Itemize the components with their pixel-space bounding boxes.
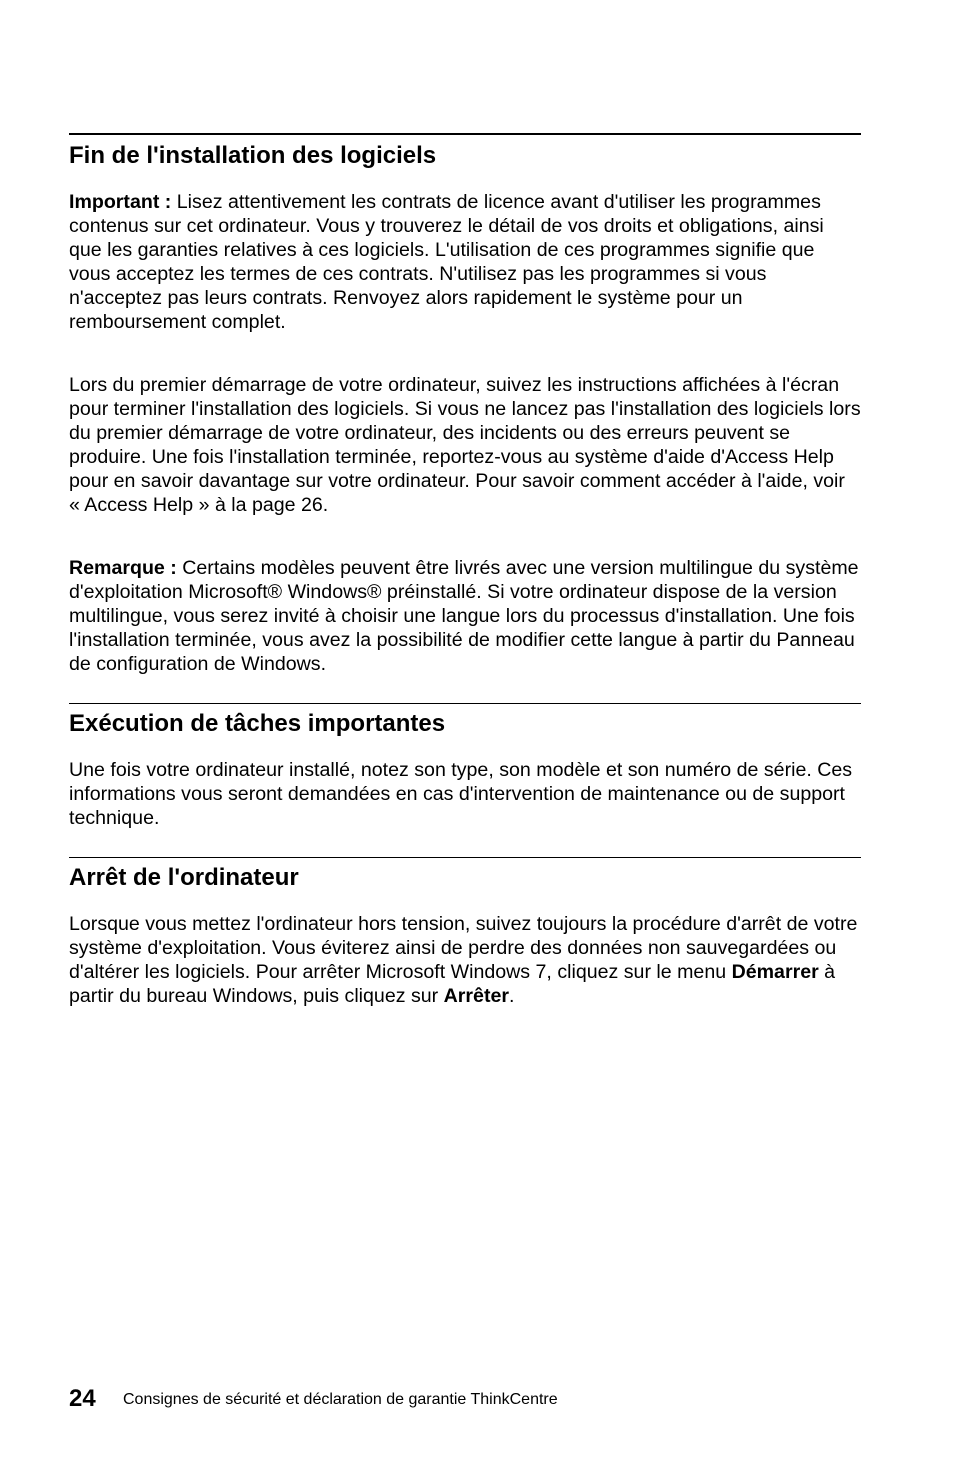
important-text: Lisez attentivement les contrats de licence avant d'utiliser les programmes contenus sur cet ordinateur. Vous y trouverez le détail de vos droits et obligations, ainsi que les garanties relatives à ces logiciels. L'utilisation de ces programmes signifie que vous acceptez les termes de ces contrats. N'utilisez pas les programmes si vous n'acceptez pas leurs contrats. Renvoyez alors rapidement le système pour un remboursement complet.	[69, 191, 824, 333]
shutdown-text-2: à partir du bureau Windows, puis cliquez sur	[69, 961, 836, 1007]
footer-title: Consignes de sécurité et déclaration de garantie ThinkCentre	[123, 1391, 558, 1408]
start-menu-term: Démarrer	[731, 961, 819, 983]
page-footer	[69, 1384, 861, 1416]
remarque-text: Certains modèles peuvent être livrés avec une version multilingue du système d'exploitation Microsoft® Windows® préinstallé. Si votre ordinateur dispose de la version multilingue, vous serez invité à choisir une langue lors du processus d'installation. Une fois l'installation terminée, vous avez la possibilité de modifier cette langue à partir du Panneau de configuration de Windows.	[69, 557, 859, 675]
section-shutdown	[69, 857, 861, 1008]
section-heading: Fin de l'installation des logiciels	[69, 142, 437, 169]
section-important-tasks	[69, 703, 861, 830]
shutdown-term: Arrêter	[443, 985, 510, 1007]
install-paragraph: Lors du premier démarrage de votre ordinateur, suivez les instructions affichées à l'écran pour terminer l'installation des logiciels. Si vous ne lancez pas l'installation des logiciels lors du premier démarrage de votre ordinateur, des incidents ou des erreurs peuvent se produire. Une fois l'installation terminée, reportez-vous au système d'aide d'Access Help pour en savoir davantage sur votre ordinateur. Pour savoir comment accéder à l'aide, voir « Access Help » à la page 26.	[69, 374, 861, 516]
section-divider	[69, 857, 861, 858]
section-divider	[69, 703, 861, 704]
section-heading: Arrêt de l'ordinateur	[69, 864, 299, 891]
remarque-label: Remarque :	[69, 557, 177, 579]
shutdown-paragraph	[69, 912, 861, 1008]
section-divider	[69, 133, 861, 135]
important-label: Important :	[69, 191, 172, 213]
remarque-paragraph	[69, 556, 861, 676]
shutdown-text-end: .	[509, 985, 515, 1007]
shutdown-text-1: Lorsque vous mettez l'ordinateur hors tension, suivez toujours la procédure d'arrêt de votre système d'exploitation. Vous éviterez ainsi de perdre des données non sauvegardées ou d'altérer les logiciels. Pour arrêter Microsoft Windows 7, cliquez sur le menu	[69, 913, 858, 983]
section-heading: Exécution de tâches importantes	[69, 710, 446, 737]
tasks-paragraph: Une fois votre ordinateur installé, notez son type, son modèle et son numéro de série. Ces informations vous seront demandées en cas d'intervention de maintenance ou de support technique.	[69, 759, 853, 829]
page-number: 24	[69, 1385, 96, 1412]
section-software-install	[69, 133, 861, 676]
important-paragraph	[69, 190, 861, 334]
